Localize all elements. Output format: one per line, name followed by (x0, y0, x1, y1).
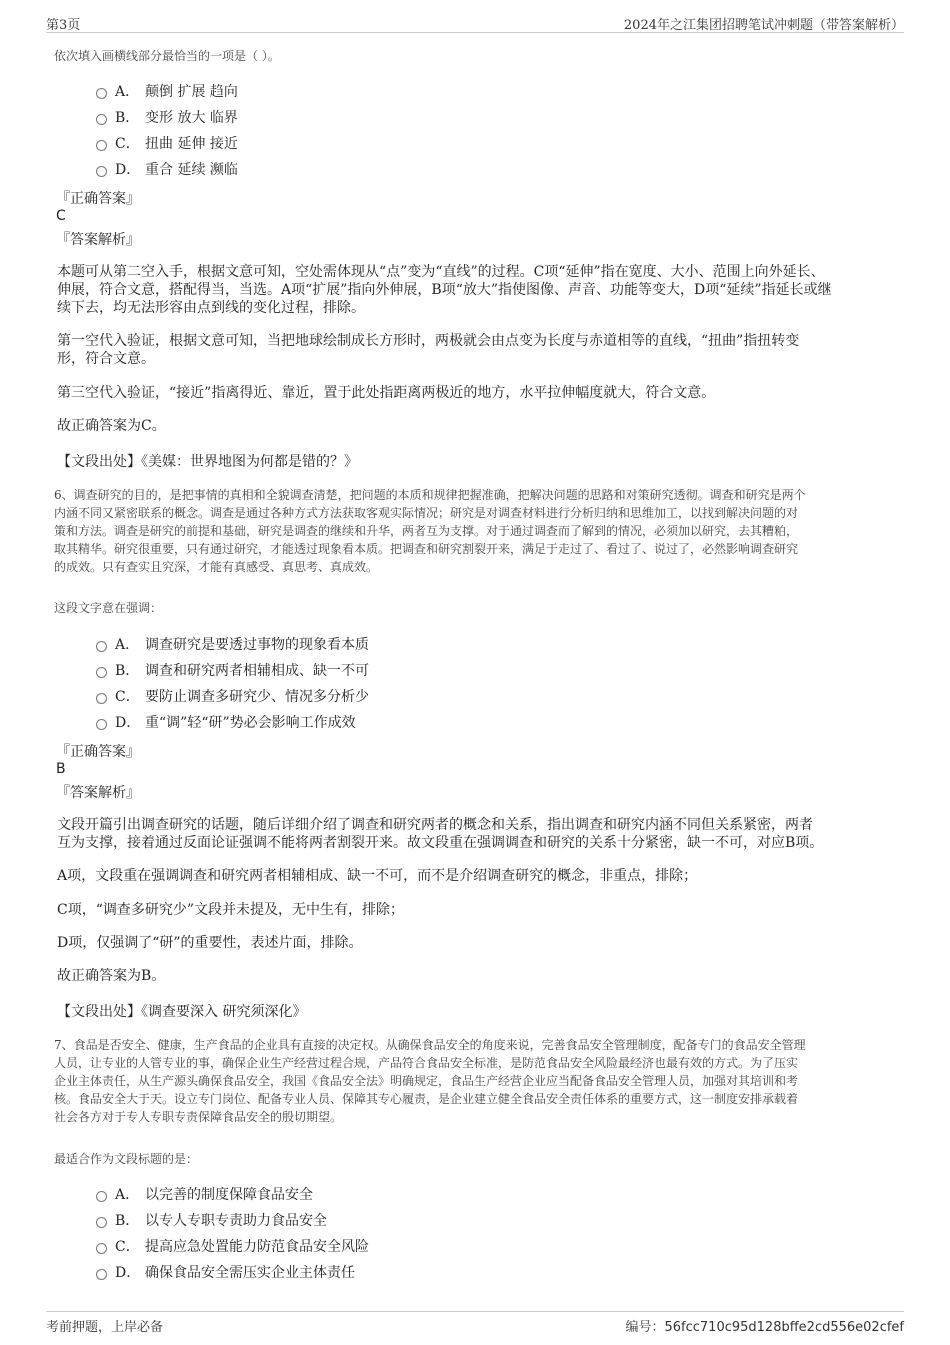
q6-analysis-line: C项，“调查多研究少”文段并未提及，无中生有，排除； (57, 902, 405, 918)
document-title: 2024年之江集团招聘笔试冲刺题（带答案解析） (623, 18, 904, 33)
q5-option-c[interactable]: C． 扭曲 延伸 接近 (96, 133, 238, 153)
q6-analysis-line: A项，文段重在强调调查和研究两者相辅相成、缺一不可，而不是介绍调查研究的概念，非重点，排除； (57, 868, 698, 884)
radio-icon[interactable] (96, 1217, 107, 1228)
q5-analysis-line: 本题可从第二空入手，根据文意可知，空处需体现从“点”变为“直线”的过程。C项“延伸”指在宽度、大小、范围上向外延长、 (57, 264, 825, 280)
q6-passage-line: 的成效。只有查实且究深，才能有真感受、真思考、真成效。 (54, 560, 379, 574)
code-label: 编号： (625, 1320, 665, 1335)
q6-option-a[interactable]: A． 调查研究是要透过事物的现象看本质 (96, 634, 369, 654)
q6-analysis-line: 互为支撑，接着通过反面论证强调不能将两者割裂开来。故文段重在强调调查和研究的关系十分紧密，缺一不可，对应B项。 (57, 835, 824, 851)
code-value: 56fcc710c95d128bffe2cd556e02cfef (664, 1320, 904, 1335)
q5-analysis-line: 第一空代入验证，根据文意可知，当把地球绘制成长方形时，两极就会由点变为长度与赤道相等的直线，“扭曲”指扭转变 (57, 333, 800, 349)
q5-source: 【文段出处】《美媒：世界地图为何都是错的？》 (57, 454, 358, 470)
q7-option-c[interactable]: C． 提高应急处置能力防范食品安全风险 (96, 1236, 369, 1256)
q5-option-a[interactable]: A． 颠倒 扩展 趋向 (96, 81, 238, 101)
q6-answer: B (56, 761, 66, 777)
q6-passage-line: 取其精华。研究很重要，只有通过研究，才能透过现象看本质。把调查和研究割裂开来，满足于走过了、看过了、说过了，必然影响调查研究 (54, 542, 799, 556)
q5-answer: C (56, 208, 66, 224)
q6-analysis-line: 故正确答案为B。 (57, 968, 166, 984)
q5-answer-label: 『正确答案』 (56, 191, 140, 207)
q6-source: 【文段出处】《调查要深入 研究须深化》 (57, 1004, 307, 1020)
q6-analysis-label: 『答案解析』 (56, 785, 140, 801)
q6-passage-line: 策和方法。调查是研究的前提和基础，研究是调查的继续和升华，两者互为支撑。对于通过调查而了解到的情况，必须加以研究，去其糟粕， (54, 524, 799, 538)
page-header (46, 12, 904, 33)
radio-icon[interactable] (96, 140, 107, 151)
q7-passage-line: 社会各方对于专人专职专责保障食品安全的殷切期望。 (54, 1110, 343, 1124)
q6-passage-line: 内涵不同又紧密联系的概念。调查是通过各种方式方法获取客观实际情况；研究是对调查材料进行分析归纳和思维加工，以找到解决问题的对 (54, 506, 799, 520)
radio-icon[interactable] (96, 667, 107, 678)
q6-prompt: 这段文字意在强调： (54, 601, 163, 615)
q7-passage-line: 核。食品安全大于天。设立专门岗位、配备专业人员、保障其专心履责，是企业建立健全食品安全责任体系的重要方式，这一制度安排承载着 (54, 1092, 799, 1106)
radio-icon[interactable] (96, 693, 107, 704)
q5-analysis-label: 『答案解析』 (56, 232, 140, 248)
q7-option-a[interactable]: A． 以完善的制度保障食品安全 (96, 1184, 313, 1204)
page-number: 第3页 (46, 18, 81, 33)
radio-icon[interactable] (96, 88, 107, 99)
q6-option-b[interactable]: B． 调查和研究两者相辅相成、缺一不可 (96, 660, 369, 680)
q7-passage-line: 企业主体责任，从生产源头确保食品安全，我国《食品安全法》明确规定，食品生产经营企业应当配备食品安全管理人员，加强对其培训和考 (54, 1074, 799, 1088)
q5-analysis-line: 第三空代入验证，“接近”指离得近、靠近，置于此处指距离两极近的地方，水平拉伸幅度就大，符合文意。 (57, 385, 716, 401)
q7-option-b[interactable]: B． 以专人专职专责助力食品安全 (96, 1210, 327, 1230)
q6-option-d[interactable]: D． 重“调”轻“研”势必会影响工作成效 (96, 712, 356, 732)
page-footer (46, 1311, 904, 1336)
q5-option-d[interactable]: D． 重合 延续 濒临 (96, 159, 238, 179)
radio-icon[interactable] (96, 641, 107, 652)
q7-passage-line: 7、食品是否安全、健康，生产食品的企业具有直接的决定权。从确保食品安全的角度来说，完善食品安全管理制度，配备专门的食品安全管理 (54, 1038, 806, 1052)
radio-icon[interactable] (96, 114, 107, 125)
q6-answer-label: 『正确答案』 (56, 744, 140, 760)
q6-analysis-line: 文段开篇引出调查研究的话题，随后详细介绍了调查和研究两者的概念和关系，指出调查和研究内涵不同但关系紧密，两者 (57, 817, 813, 833)
q7-option-d[interactable]: D． 确保食品安全需压实企业主体责任 (96, 1262, 355, 1282)
q5-analysis-line: 形，符合文意。 (57, 351, 155, 367)
q6-option-c[interactable]: C． 要防止调查多研究少、情况多分析少 (96, 686, 369, 706)
radio-icon[interactable] (96, 719, 107, 730)
radio-icon[interactable] (96, 1269, 107, 1280)
q7-prompt: 最适合作为文段标题的是： (54, 1152, 199, 1166)
radio-icon[interactable] (96, 1191, 107, 1202)
q6-passage-line: 6、调查研究的目的，是把事情的真相和全貌调查清楚，把问题的本质和规律把握准确，把解决问题的思路和对策研究透彻。调查和研究是两个 (54, 488, 806, 502)
q5-analysis-line: 伸展，符合文意，搭配得当，当选。A项“扩展”指向外伸展，B项“放大”指使图像、声音、功能等变大，D项“延续”指延长或继 (57, 282, 832, 298)
q5-analysis-line: 故正确答案为C。 (57, 418, 166, 434)
q5-analysis-line: 续下去，均无法形容由点到线的变化过程，排除。 (57, 300, 365, 316)
footer-slogan: 考前押题，上岸必备 (46, 1320, 164, 1335)
radio-icon[interactable] (96, 1243, 107, 1254)
q5-prompt: 依次填入画横线部分最恰当的一项是（ ）。 (54, 49, 280, 63)
q7-passage-line: 人员，让专业的人管专业的事，确保企业生产经营过程合规，产品符合食品安全标准，是防范食品安全风险最经济也最有效的方式。为了压实 (54, 1056, 799, 1070)
radio-icon[interactable] (96, 166, 107, 177)
q6-analysis-line: D项，仅强调了“研”的重要性，表述片面，排除。 (57, 935, 363, 951)
document-code (625, 1316, 904, 1335)
q5-option-b[interactable]: B． 变形 放大 临界 (96, 107, 238, 127)
